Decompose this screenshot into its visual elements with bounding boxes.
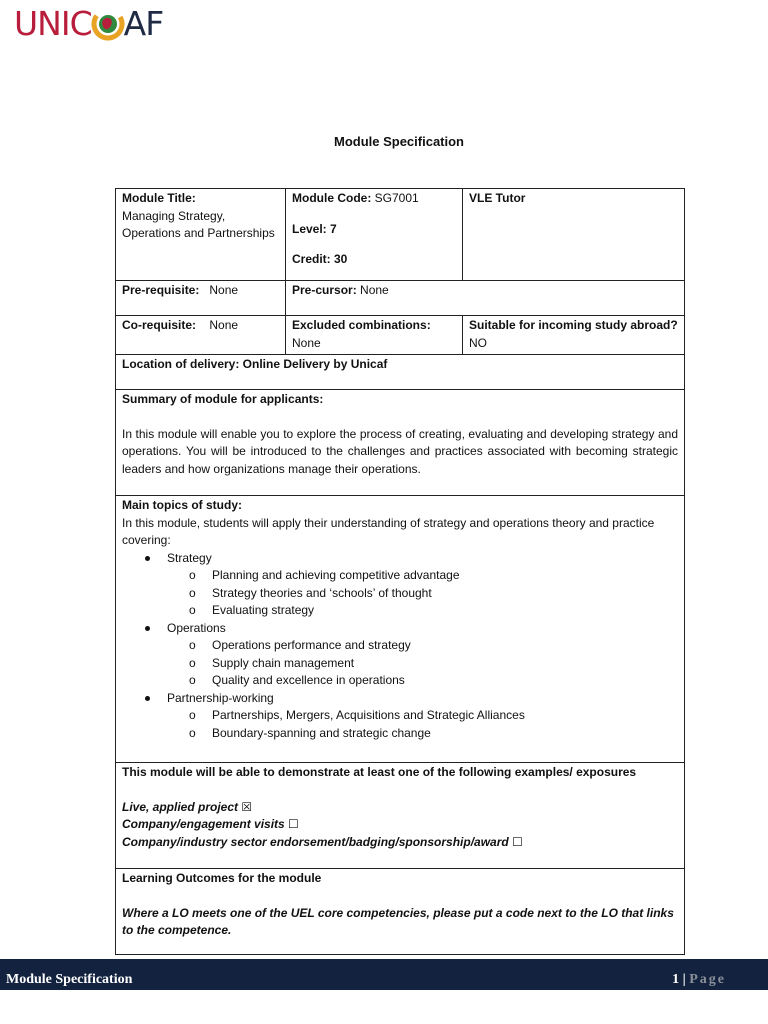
excluded-label: Excluded combinations: bbox=[292, 318, 431, 332]
level-value: Level: 7 bbox=[292, 221, 337, 236]
excluded-value: None bbox=[292, 335, 321, 350]
row-corequisite bbox=[116, 316, 685, 355]
cell-study-abroad bbox=[463, 316, 685, 355]
cell-prerequisite bbox=[116, 281, 286, 316]
cell-vle-tutor bbox=[463, 189, 685, 281]
page-number: 1 bbox=[672, 972, 680, 987]
summary-heading: Summary of module for applicants: bbox=[122, 392, 324, 406]
cell-topics bbox=[116, 496, 685, 763]
row-location bbox=[116, 355, 685, 390]
logo-text-right: AF bbox=[123, 4, 164, 43]
footer-title: Module Specification bbox=[6, 972, 133, 987]
subtopic-item: o Evaluating strategy bbox=[167, 602, 678, 620]
footer-page-info bbox=[672, 972, 726, 988]
unicaf-logo bbox=[14, 4, 163, 44]
cell-excluded bbox=[286, 316, 463, 355]
globe-logo-icon bbox=[91, 7, 125, 41]
topic-label: Operations bbox=[167, 620, 226, 635]
row-summary bbox=[116, 390, 685, 496]
summary-text: In this module will enable you to explore the process of creating, evaluating and developing strategy and operations. You will be introduced to the challenges and practices associated with becoming strategic leaders and how organizations manage their operations. bbox=[122, 426, 678, 476]
subtopics-list bbox=[167, 567, 678, 620]
module-title-label: Module Title: bbox=[122, 191, 196, 205]
location-of-delivery: Location of delivery: Online Delivery by Unicaf bbox=[116, 355, 685, 390]
exposure-item: Company/industry sector endorsement/badging/sponsorship/award ☐ bbox=[122, 834, 523, 849]
exposures-heading: This module will be able to demonstrate at least one of the following examples/ exposures bbox=[122, 765, 637, 779]
outcomes-heading: Learning Outcomes for the module bbox=[122, 871, 322, 885]
topic-partnership-working bbox=[122, 690, 678, 743]
topic-operations bbox=[122, 620, 678, 690]
exposure-item: Company/engagement visits ☐ bbox=[122, 817, 299, 831]
subtopic-item: o Operations performance and strategy bbox=[167, 637, 678, 655]
page-footer bbox=[0, 959, 768, 990]
cell-module-code bbox=[286, 189, 463, 281]
cell-corequisite bbox=[116, 316, 286, 355]
topics-intro: In this module, students will apply their understanding of strategy and operations theory and practice covering: bbox=[122, 515, 655, 547]
topic-label: Strategy bbox=[167, 550, 212, 565]
cell-module-title bbox=[116, 189, 286, 281]
prerequisite-label: Pre-requisite: bbox=[122, 283, 200, 297]
row-learning-outcomes bbox=[116, 869, 685, 955]
subtopic-item: o Planning and achieving competitive advantage bbox=[167, 567, 678, 585]
precursor-value: None bbox=[360, 283, 389, 297]
topics-list bbox=[122, 550, 678, 743]
row-exposures bbox=[116, 763, 685, 869]
module-title-value: Managing Strategy, Operations and Partnerships bbox=[122, 208, 275, 240]
corequisite-value: None bbox=[209, 318, 239, 332]
row-topics bbox=[116, 496, 685, 763]
cell-exposures bbox=[116, 763, 685, 869]
row-module-info bbox=[116, 189, 685, 281]
page-label: Page bbox=[689, 972, 726, 987]
module-code-value: SG7001 bbox=[374, 191, 419, 205]
topic-strategy bbox=[122, 550, 678, 620]
subtopic-item: o Partnerships, Mergers, Acquisitions and Strategic Alliances bbox=[167, 707, 678, 725]
subtopic-item: o Supply chain management bbox=[167, 655, 678, 673]
logo-text-left: UNIC bbox=[14, 4, 92, 43]
module-spec-table bbox=[115, 188, 685, 955]
topic-label: Partnership-working bbox=[167, 690, 274, 705]
subtopics-list bbox=[167, 637, 678, 690]
corequisite-label: Co-requisite: bbox=[122, 318, 197, 332]
subtopic-item: o Strategy theories and ‘schools’ of thought bbox=[167, 585, 678, 603]
subtopic-item: o Quality and excellence in operations bbox=[167, 672, 678, 690]
credit-value: Credit: 30 bbox=[292, 252, 348, 266]
row-prerequisite bbox=[116, 281, 685, 316]
subtopic-item: o Boundary-spanning and strategic change bbox=[167, 725, 678, 743]
study-abroad-label: Suitable for incoming study abroad? bbox=[469, 318, 678, 332]
precursor-label: Pre-cursor: bbox=[292, 283, 357, 297]
prerequisite-value: None bbox=[209, 283, 239, 297]
outcomes-note: Where a LO meets one of the UEL core competencies, please put a code next to the LO that links to the competence. bbox=[122, 905, 674, 937]
page-title: Module Specification bbox=[333, 134, 464, 149]
topics-heading: Main topics of study: bbox=[122, 498, 242, 512]
study-abroad-value: NO bbox=[469, 335, 487, 350]
exposure-item: Live, applied project ☒ bbox=[122, 799, 253, 814]
cell-summary bbox=[116, 390, 685, 496]
page-separator: | bbox=[682, 972, 686, 987]
vle-tutor-label: VLE Tutor bbox=[469, 191, 526, 205]
subtopics-list bbox=[167, 707, 678, 742]
cell-precursor bbox=[286, 281, 685, 316]
module-code-label: Module Code: bbox=[292, 191, 372, 205]
cell-learning-outcomes bbox=[116, 869, 685, 955]
